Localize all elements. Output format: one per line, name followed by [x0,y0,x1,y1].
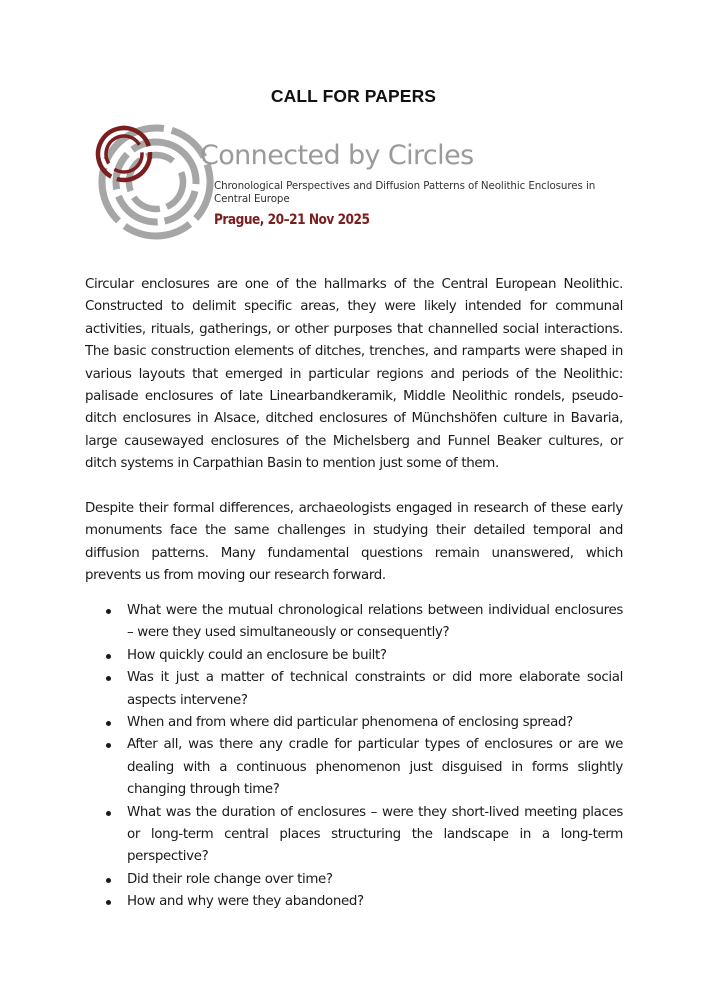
question-text: Did their role change over time? [127,871,333,887]
challenges-paragraph: Despite their formal differences, archaeologists engaged in research of these early monuments face the same challenges in studying their detailed temporal and diffusion patterns. Many fundamental questions remain unanswered, which prevents us from moving our research forward. [85,501,623,584]
bullet-icon [106,676,111,681]
bullet-icon [106,878,111,883]
concentric-circles-logo-icon [88,118,218,240]
list-item [85,645,623,667]
list-item [85,802,623,869]
bullet-icon [106,900,111,905]
bullet-icon [106,721,111,726]
intro-paragraph: Circular enclosures are one of the hallmarks of the Central European Neolithic. Constructed to delimit specific areas, they were likely intended for communal activities, rituals, gatherings, or other purposes that channelled social interactions. The basic construction elements of ditches, trenches, and ramparts were shaped in various layouts that emerged in particular regions and periods of the Neolithic: palisade enclosures of late Linearbandkeramik, Middle Neolithic rondels, pseudo-ditch enclosures in Alsace, ditched enclosures of Münchshöfen culture in Bavaria, large causewayed enclosures of the Michelsberg and Funnel Beaker cultures, or ditch systems in Carpathian Basin to mention just some of them. [85,277,623,472]
question-text: After all, was there any cradle for particular types of enclosures or are we dealing with a continuous phenomenon just disguised in forms slightly changing through time? [127,737,623,798]
list-item [85,734,623,801]
list-item [85,712,623,734]
bullet-icon [106,743,111,748]
list-item [85,667,623,712]
research-questions-list [85,600,623,914]
event-place-date: Prague, 20–21 Nov 2025 [214,212,370,228]
list-item [85,600,623,645]
question-text: How and why were they abandoned? [127,894,364,910]
question-text: Was it just a matter of technical constraints or did more elaborate social aspects intervene? [127,670,623,708]
bullet-icon [106,654,111,659]
list-item [85,891,623,913]
question-text: When and from where did particular phenomena of enclosing spread? [127,715,573,731]
question-text: What were the mutual chronological relations between individual enclosures – were they used simultaneously or consequently? [127,603,623,641]
logo-subtitle: Chronological Perspectives and Diffusion Patterns of Neolithic Enclosures in Central Europe [214,180,596,205]
bullet-icon [106,609,111,614]
question-text: How quickly could an enclosure be built? [127,647,387,663]
page-title: CALL FOR PAPERS [270,86,437,106]
question-text: What was the duration of enclosures – were they short-lived meeting places or long-term central places structuring the landscape in a long-term perspective? [127,804,623,865]
list-item [85,869,623,891]
logo-title: Connected by Circles [200,140,474,171]
bullet-icon [106,811,111,816]
